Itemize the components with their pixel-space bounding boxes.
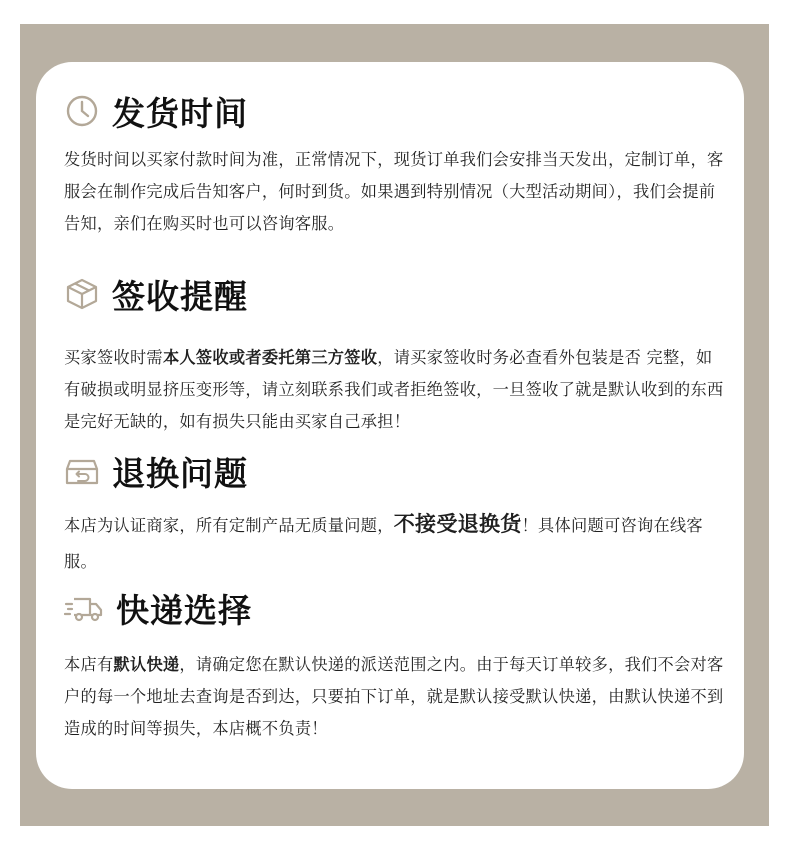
bold-text-segment: 默认快递 xyxy=(113,655,180,674)
return-box-icon xyxy=(64,453,100,489)
text-segment: 买家签收时需 xyxy=(64,348,163,367)
section-returns xyxy=(64,446,724,580)
section-text xyxy=(64,144,724,240)
section-header xyxy=(64,269,724,319)
section-header xyxy=(64,86,724,136)
clock-icon xyxy=(64,93,100,129)
section-title: 发货时间 xyxy=(112,93,248,133)
package-box-icon xyxy=(64,276,100,312)
section-header xyxy=(64,583,724,633)
text-segment: 发货时间以买家付款时间为准，正常情况下，现货订单我们会安排当天发出，定制订单，客服会在制作完成后告知客户，何时到货。如果遇到特别情况（大型活动期间），我们会提前告知，亲们在购买时也可以咨询客服。 xyxy=(64,150,724,233)
section-header xyxy=(64,446,724,496)
section-title: 退换问题 xyxy=(112,453,248,493)
delivery-truck-icon xyxy=(64,590,104,626)
text-segment: ，请确定您在默认快递的派送范围之内。由于每天订单较多，我们不会对客户的每一个地址去查询是否到达，只要拍下订单，就是默认接受默认快递，由默认快递不到造成的时间等损失，本店概不负责！ xyxy=(64,655,724,738)
bold-text-segment: 本人签收或者委托第三方签收 xyxy=(162,348,378,367)
text-segment: 本店有 xyxy=(64,655,114,674)
text-segment: ，请买家签收时务必查看外包装是否 完整，如有破损或明显挤压变形等，请立刻联系我们或者拒绝签收，一旦签收了就是默认收到的东西是完好无缺的，如有损失只能由买家自己承担！ xyxy=(64,348,724,431)
text-segment: 本店为认证商家，所有定制产品无质量问题， xyxy=(64,516,394,535)
section-title: 签收提醒 xyxy=(112,276,248,316)
text-segment: ！具体问题可咨询在线客服。 xyxy=(64,516,703,571)
section-text xyxy=(64,342,724,438)
section-title: 快递选择 xyxy=(116,590,252,630)
section-text xyxy=(64,649,724,745)
section-courier xyxy=(64,583,724,745)
info-card xyxy=(36,62,744,789)
section-delivery-reminder xyxy=(64,269,724,438)
section-text xyxy=(64,506,724,580)
section-shipping-time xyxy=(64,86,724,240)
bold-text-segment: 不接受退换货 xyxy=(393,512,522,536)
